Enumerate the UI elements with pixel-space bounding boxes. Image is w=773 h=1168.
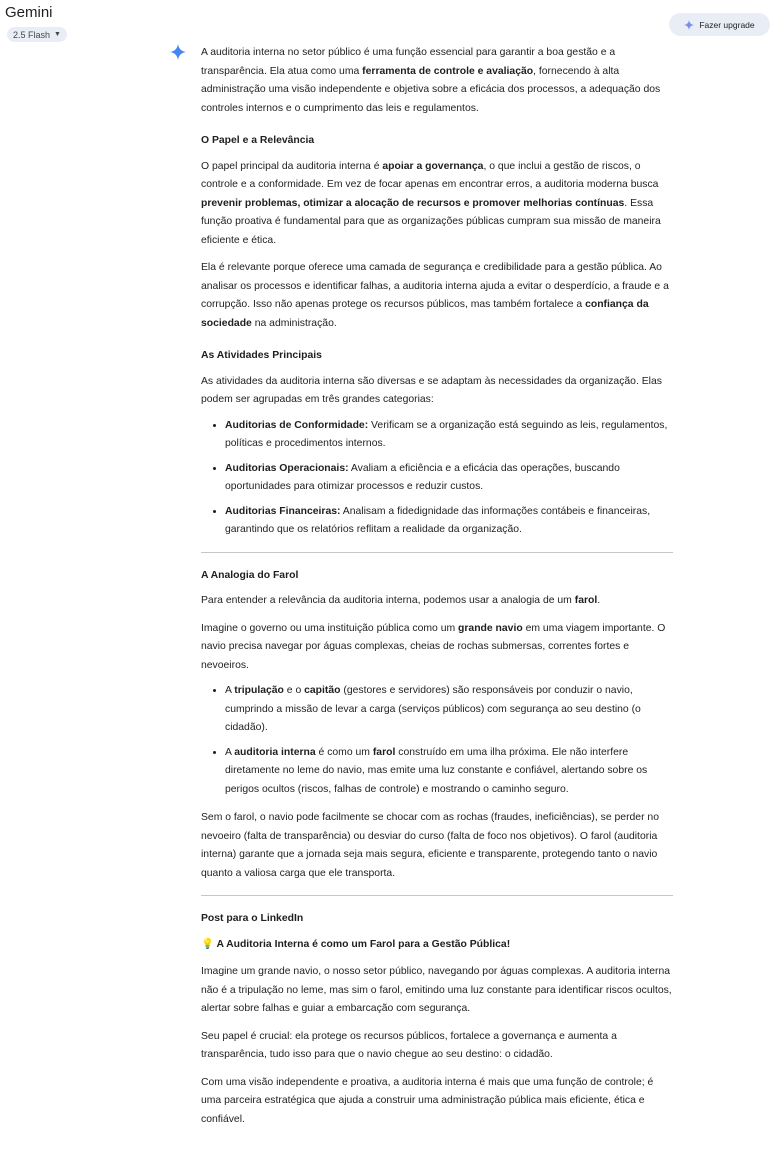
paragraph: Com uma visão independente e proativa, a auditoria interna é mais que uma função de controle; é uma parceira estratégica que ajuda a construir uma administração pública mais eficiente, ética e confiável.	[201, 1076, 654, 1125]
list-item: • A tripulação e o capitão (gestores e servidores) são responsáveis por conduzir o navio, cumprindo a missão de levar a carga (serviços públicos) com segurança ao seu destino (o cidadão).	[225, 682, 673, 738]
upgrade-label: Fazer upgrade	[699, 19, 755, 30]
list-item: • Auditorias de Conformidade: Verificam se a organização está seguindo as leis, regulamentos, políticas e procedimentos internos.	[225, 417, 673, 454]
model-label: 2.5 Flash	[13, 29, 51, 40]
sparkle-icon	[684, 20, 694, 30]
paragraph: Ela é relevante porque oferece uma camada de segurança e credibilidade para a gestão pública. Ao analisar os processos e identificar falhas, a auditoria interna ajuda a evitar o desperdício, a fraude e a corrupção. Isso não apenas protege os recursos públicos, mas também fortalece a confiança da sociedade na administração.	[201, 262, 669, 329]
bullet-list	[201, 682, 673, 799]
lightbulb-icon: 💡	[201, 938, 214, 950]
list-item: • Auditorias Financeiras: Analisam a fidedignidade das informações contábeis e financeiras, garantindo que os relatórios reflitam a realidade da organização.	[225, 503, 673, 540]
app-title: Gemini	[5, 4, 53, 21]
model-selector[interactable]	[7, 27, 67, 42]
post-headline: 💡 A Auditoria Interna é como um Farol para a Gestão Pública!	[201, 938, 511, 950]
intro-paragraph: A auditoria interna no setor público é uma função essencial para garantir a boa gestão e a transparência. Ela atua como uma ferramenta de controle e avaliação, fornecendo à alta administração uma visão independente e objetiva sobre a eficácia dos processos, a adequação dos controles internos e o cumprimento das leis e regulamentos.	[201, 47, 661, 114]
paragraph: Sem o farol, o navio pode facilmente se chocar com as rochas (fraudes, ineficiências), se perder no nevoeiro (falta de transparência) ou desviar do curso (falta de foco nos objetivos). O farol (auditoria interna) garante que a jornada seja mais segura, eficiente e transparente, protegendo tanto o navio quanto a valiosa carga que ele transporta.	[201, 812, 659, 879]
gemini-logo-icon	[170, 44, 186, 60]
section-heading: O Papel e a Relevância	[201, 135, 315, 146]
section-heading: Post para o LinkedIn	[201, 913, 304, 924]
divider	[201, 552, 673, 553]
upgrade-button[interactable]	[669, 13, 770, 36]
list-item: • Auditorias Operacionais: Avaliam a eficiência e a eficácia das operações, buscando oportunidades para otimizar processos e reduzir custos.	[225, 460, 673, 497]
section-heading: A Analogia do Farol	[201, 569, 299, 581]
paragraph: Imagine um grande navio, o nosso setor público, navegando por águas complexas. A auditoria interna não é a tripulação no leme, mas sim o farol, emitindo uma luz constante para identificar riscos ocultos, alertar sobre falhas e guiar a embarcação com segurança.	[201, 966, 672, 1014]
response-body	[201, 44, 673, 1138]
section-heading: As Atividades Principais	[201, 350, 322, 361]
list-item: • A auditoria interna é como um farol construído em uma ilha próxima. Ele não interfere diretamente no leme do navio, mas emite uma luz constante e confiável, alertando sobre os perigos ocultos (riscos, falhas de controle) e mostrando o caminho seguro.	[225, 744, 673, 800]
paragraph: Para entender a relevância da auditoria interna, podemos usar a analogia de um farol.	[201, 595, 601, 606]
paragraph: Imagine o governo ou uma instituição pública como um grande navio em uma viagem importante. O navio precisa navegar por águas complexas, cheias de rochas submersas, correntes fortes e nevoeiros.	[201, 622, 666, 671]
bullet-list	[201, 417, 673, 540]
caret-down-icon: ▼	[54, 31, 61, 38]
paragraph: Seu papel é crucial: ela protege os recursos públicos, fortalece a governança e aumenta a transparência, tudo isso para que o navio chegue ao seu destino: o cidadão.	[201, 1030, 617, 1060]
divider	[201, 895, 673, 896]
paragraph: O papel principal da auditoria interna é apoiar a governança, o que inclui a gestão de riscos, o controle e a conformidade. Em vez de focar apenas em encontrar erros, a auditoria moderna busca prevenir problemas, otimizar a alocação de recursos e promover melhorias contínuas. Essa função proativa é fundamental para que as organizações públicas cumpram sua missão de maneira eficiente e ética.	[201, 160, 661, 246]
paragraph: As atividades da auditoria interna são diversas e se adaptam às necessidades da organização. Elas podem ser agrupadas em três grandes categorias:	[201, 375, 662, 405]
